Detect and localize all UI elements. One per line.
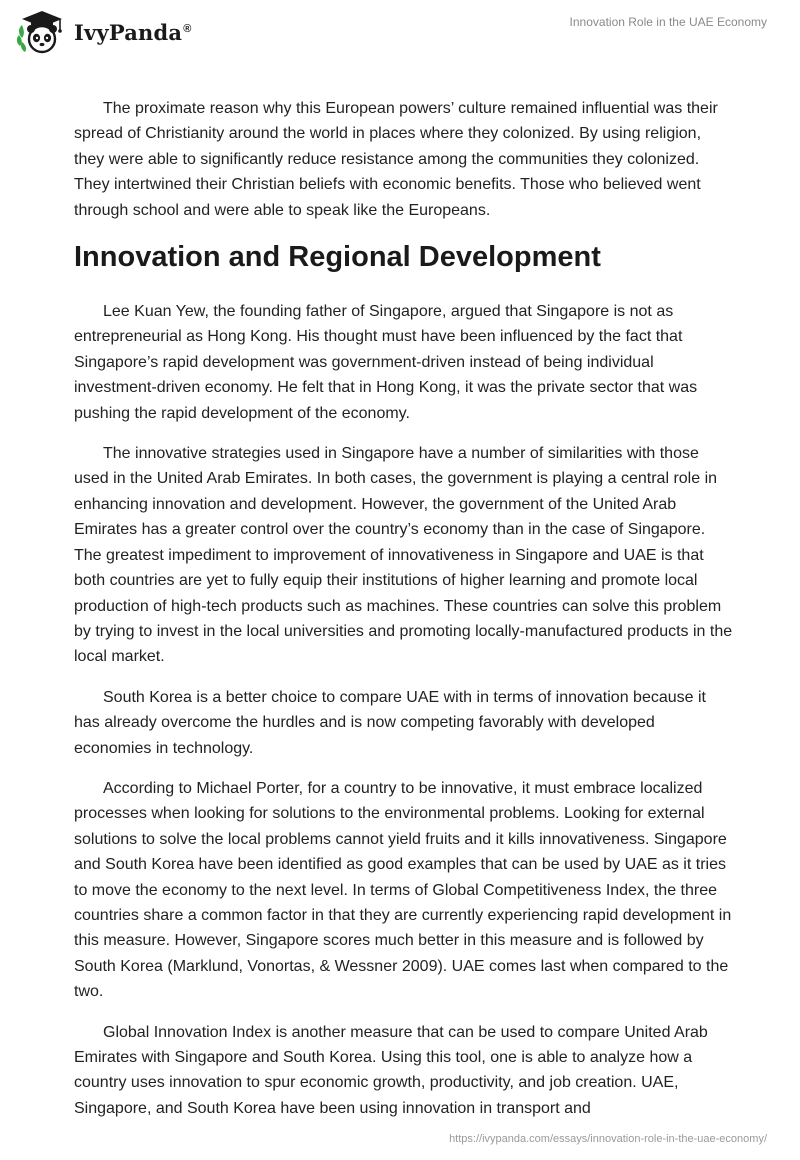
page-header xyxy=(0,0,800,64)
paragraph-6: Global Innovation Index is another measure that can be used to compare United Arab Emirates with Singapore and South Korea. Using this tool, one is able to analyze how a country uses innovation to spur economic growth, productivity, and job creation. UAE, Singapore, and South Korea have been using innovation in transport and xyxy=(74,1023,708,1117)
paragraph-1: The proximate reason why this European powers’ culture remained influential was their spread of Christianity around the world in places where they colonized. By using religion, they were able to significantly reduce resistance among the communities they colonized. They intertwined their Christian beliefs with economic benefits. Those who believed went through school and were able to speak like the Europeans. xyxy=(74,100,718,219)
brand-name: IvyPanda® xyxy=(74,19,192,45)
running-title: Innovation Role in the UAE Economy xyxy=(569,15,767,29)
ivypanda-logo-link[interactable] xyxy=(16,8,192,56)
panda-graduate-logo-icon xyxy=(16,8,68,56)
paragraph-2: Lee Kuan Yew, the founding father of Singapore, argued that Singapore is not as entrepreneurial as Hong Kong. His thought must have been influenced by the fact that Singapore’s rapid development was government-driven instead of being individual investment-driven economy. He felt that in Hong Kong, it was the private sector that was pushing the rapid development of the economy. xyxy=(74,303,698,422)
source-url[interactable]: https://ivypanda.com/essays/innovation-role-in-the-uae-economy/ xyxy=(449,1133,767,1145)
article-body xyxy=(74,96,734,1136)
paragraph-3: The innovative strategies used in Singapore have a number of similarities with those used in the United Arab Emirates. In both cases, the government is playing a central role in enhancing innovation and development. However, the government of the United Arab Emirates has a greater control over the country’s economy than in the case of Singapore. The greatest impediment to improvement of innovativeness in Singapore and UAE is that both countries are yet to fully equip their institutions of higher learning and promote local production of high-tech products such as machines. These countries can solve this problem by trying to invest in the local universities and promoting locally-manufactured products in the local market. xyxy=(74,445,733,666)
paragraph-4: South Korea is a better choice to compare UAE with in terms of innovation because it has already overcome the hurdles and is now competing favorably with developed economies in technology. xyxy=(74,688,706,757)
paragraph-5: According to Michael Porter, for a country to be innovative, it must embrace localized processes when looking for solutions to the environmental problems. Looking for external solutions to solve the local problems cannot yield fruits and it kills innovativeness. Singapore and South Korea have been identified as good examples that can be used by UAE as it tries to move the economy to the next level. In terms of Global Competitiveness Index, the three countries share a common factor in that they are currently experiencing rapid development in this measure. However, Singapore scores much better in this measure and is followed by South Korea (Marklund, Vonortas, & Wessner 2009). UAE comes last when compared to the two. xyxy=(74,779,732,1001)
section-heading: Innovation and Regional Development xyxy=(74,241,601,274)
